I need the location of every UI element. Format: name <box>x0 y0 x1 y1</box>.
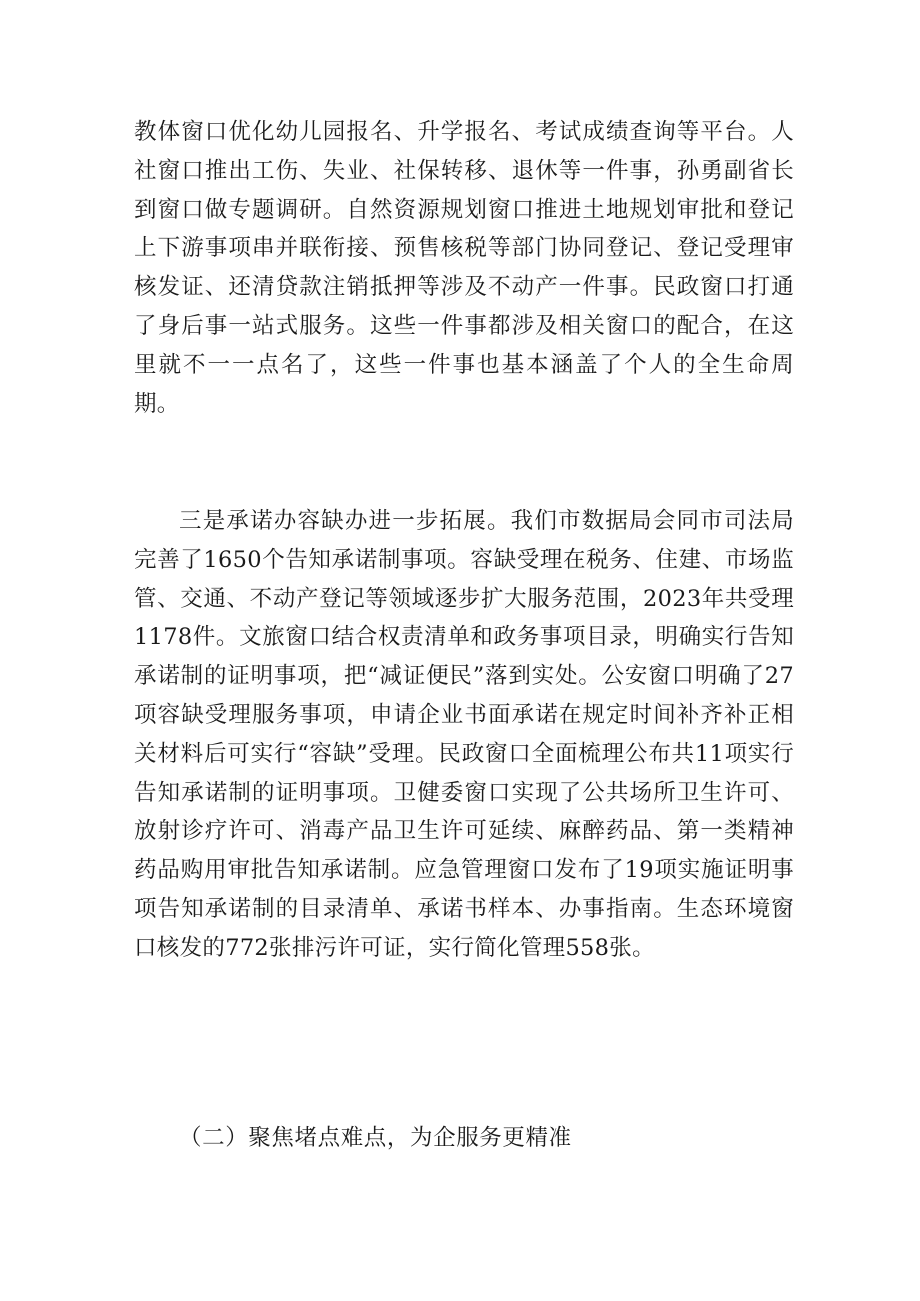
body-paragraph-services: 教体窗口优化幼儿园报名、升学报名、考试成绩查询等平台。人社窗口推出工伤、失业、社保转移、退休等一件事，孙勇副省长到窗口做专题调研。自然资源规划窗口推进土地规划审批和登记上下游事项串并联衔接、预售核税等部门协同登记、登记受理审核发证、还清贷款注销抵押等涉及不动产一件事。民政窗口打通了身后事一站式服务。这些一件事都涉及相关窗口的配合，在这里就不一一点名了，这些一件事也基本涵盖了个人的全生命周期。 <box>134 119 794 417</box>
section-heading: （二）聚焦堵点难点，为企服务更精准 <box>179 1125 572 1151</box>
body-paragraph-commitment: 三是承诺办容缺办进一步拓展。我们市数据局会同市司法局完善了1650个告知承诺制事项。容缺受理在税务、住建、市场监管、交通、不动产登记等领域逐步扩大服务范围，2023年共受理1178件。文旅窗口结合权责清单和政务事项目录，明确实行告知承诺制的证明事项，把“减证便民”落到实处。公安窗口明确了27项容缺受理服务事项，申请企业书面承诺在规定时间补齐补正相关材料后可实行“容缺”受理。民政窗口全面梳理公布共11项实行告知承诺制的证明事项。卫健委窗口实现了公共场所卫生许可、放射诊疗许可、消毒产品卫生许可延续、麻醉药品、第一类精神药品购用审批告知承诺制。应急管理窗口发布了19项实施证明事项告知承诺制的目录清单、承诺书样本、办事指南。生态环境窗口核发的772张排污许可证，实行简化管理558张。 <box>134 508 794 961</box>
